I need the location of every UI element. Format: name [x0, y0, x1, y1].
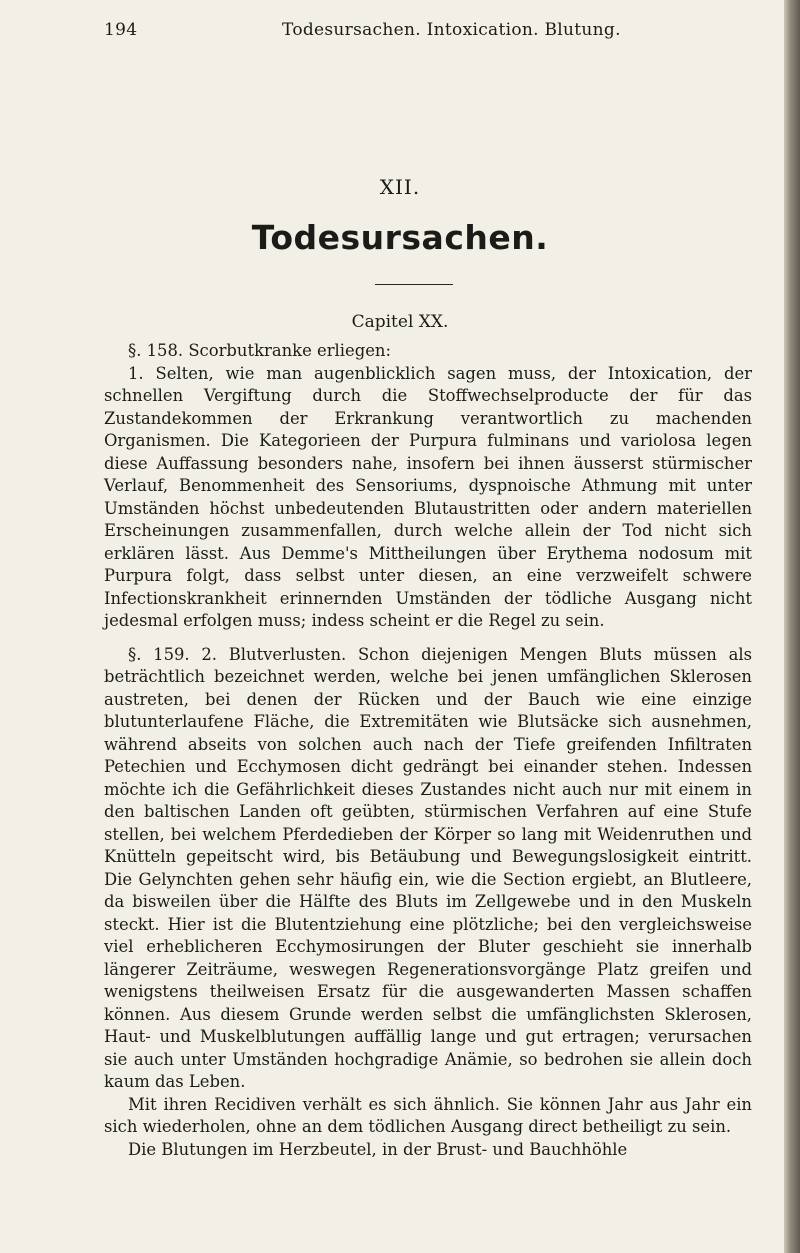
page-number: 194 [104, 20, 138, 40]
paragraph-recidives: Mit ihren Recidiven verhält es sich ähnlich. Sie können Jahr aus Jahr ein sich wiederholen, ohne an dem tödlichen Ausgang direct betheiligt zu sein. [104, 1094, 752, 1136]
paragraph-section-158: §. 158. Scorbutkranke erliegen: [128, 341, 391, 360]
paragraph-section-159: §. 159. 2. Blutverlusten. Schon diejenigen Mengen Bluts müssen als beträchtlich bezeichnet werden, welche bei jenen umfänglichen Sklerosen austreten, bei denen der Rücken und der Bauch wie eine einzige blutunterlaufene Fläche, die Extremitäten wie Blutsäcke sich ausnehmen, während abseits von solchen auch nach der Tiefe greifenden Infiltraten Petechien und Ecchymosen dicht gedrängt bei einander stehen. Indessen möchte ich die Gefährlichkeit dieses Zustandes nicht auch nur mit einem in den baltischen Landen oft geübten, stürmischen Verfahren auf eine Stufe stellen, bei welchem Pferdedieben der Körper so lang mit Weidenruthen und Knütteln gepeitscht wird, bis Betäubung und Bewegungslosigkeit eintritt. Die Gelynchten gehen sehr häufig ein, wie die Section ergiebt, an Blutleere, da bisweilen über die Hälfte des Bluts im Zellgewebe und in den Muskeln steckt. Hier ist die Blutentziehung eine plötzliche; bei den vergleichsweise viel erheblicheren Ecchymosirungen der Bluter geschieht sie innerhalb längerer Zeiträume, weswegen Regenerationsvorgänge Platz greifen und wenigstens theilweisen Ersatz für die ausgewanderten Massen schaffen können. Aus diesem Grunde werden selbst die umfänglichsten Sklerosen, Haut- und Muskelblutungen auffällig lange und gut ertragen; verursachen sie auch unter Umständen hochgradige Anämie, so bedrohen sie allein doch kaum das Leben. [104, 644, 752, 1091]
title-divider [375, 284, 453, 285]
page-title: Todesursachen. [251, 218, 549, 257]
chapter-heading: Capitel XX. [351, 312, 449, 332]
paragraph-blutungen: Die Blutungen im Herzbeutel, in der Brust- und Bauchhöhle [128, 1139, 628, 1159]
running-title: Todesursachen. Intoxication. Blutung. [282, 20, 621, 40]
section-numeral: XII. [379, 175, 421, 199]
body-text [104, 340, 752, 1161]
paragraph-intoxication: 1. Selten, wie man augenblicklich sagen muss, der Intoxication, der schnellen Vergiftung durch die Stoffwechselproducte der für das Zustandekommen der Erkrankung verantwortlich zu machenden Organismen. Die Kategorieen der Purpura fulminans und variolosa legen diese Auffassung besonders nahe, insofern bei ihnen äusserst stürmischer Verlauf, Benommenheit des Sensoriums, dyspnoische Athmung mit unter Umständen höchst unbedeutenden Blutaustritten oder andern materiellen Erscheinungen zusammenfallen, durch welche allein der Tod nicht sich erklären lässt. Aus Demme's Mittheilungen über Erythema nodosum mit Purpura folgt, dass selbst unter diesen, an eine verzweifelt schwere Infectionskrankheit erinnernden Umständen der tödliche Ausgang nicht jedesmal erfolgen muss; indess scheint er die Regel zu sein. [104, 363, 752, 630]
page-edge-shadow [784, 0, 800, 1253]
